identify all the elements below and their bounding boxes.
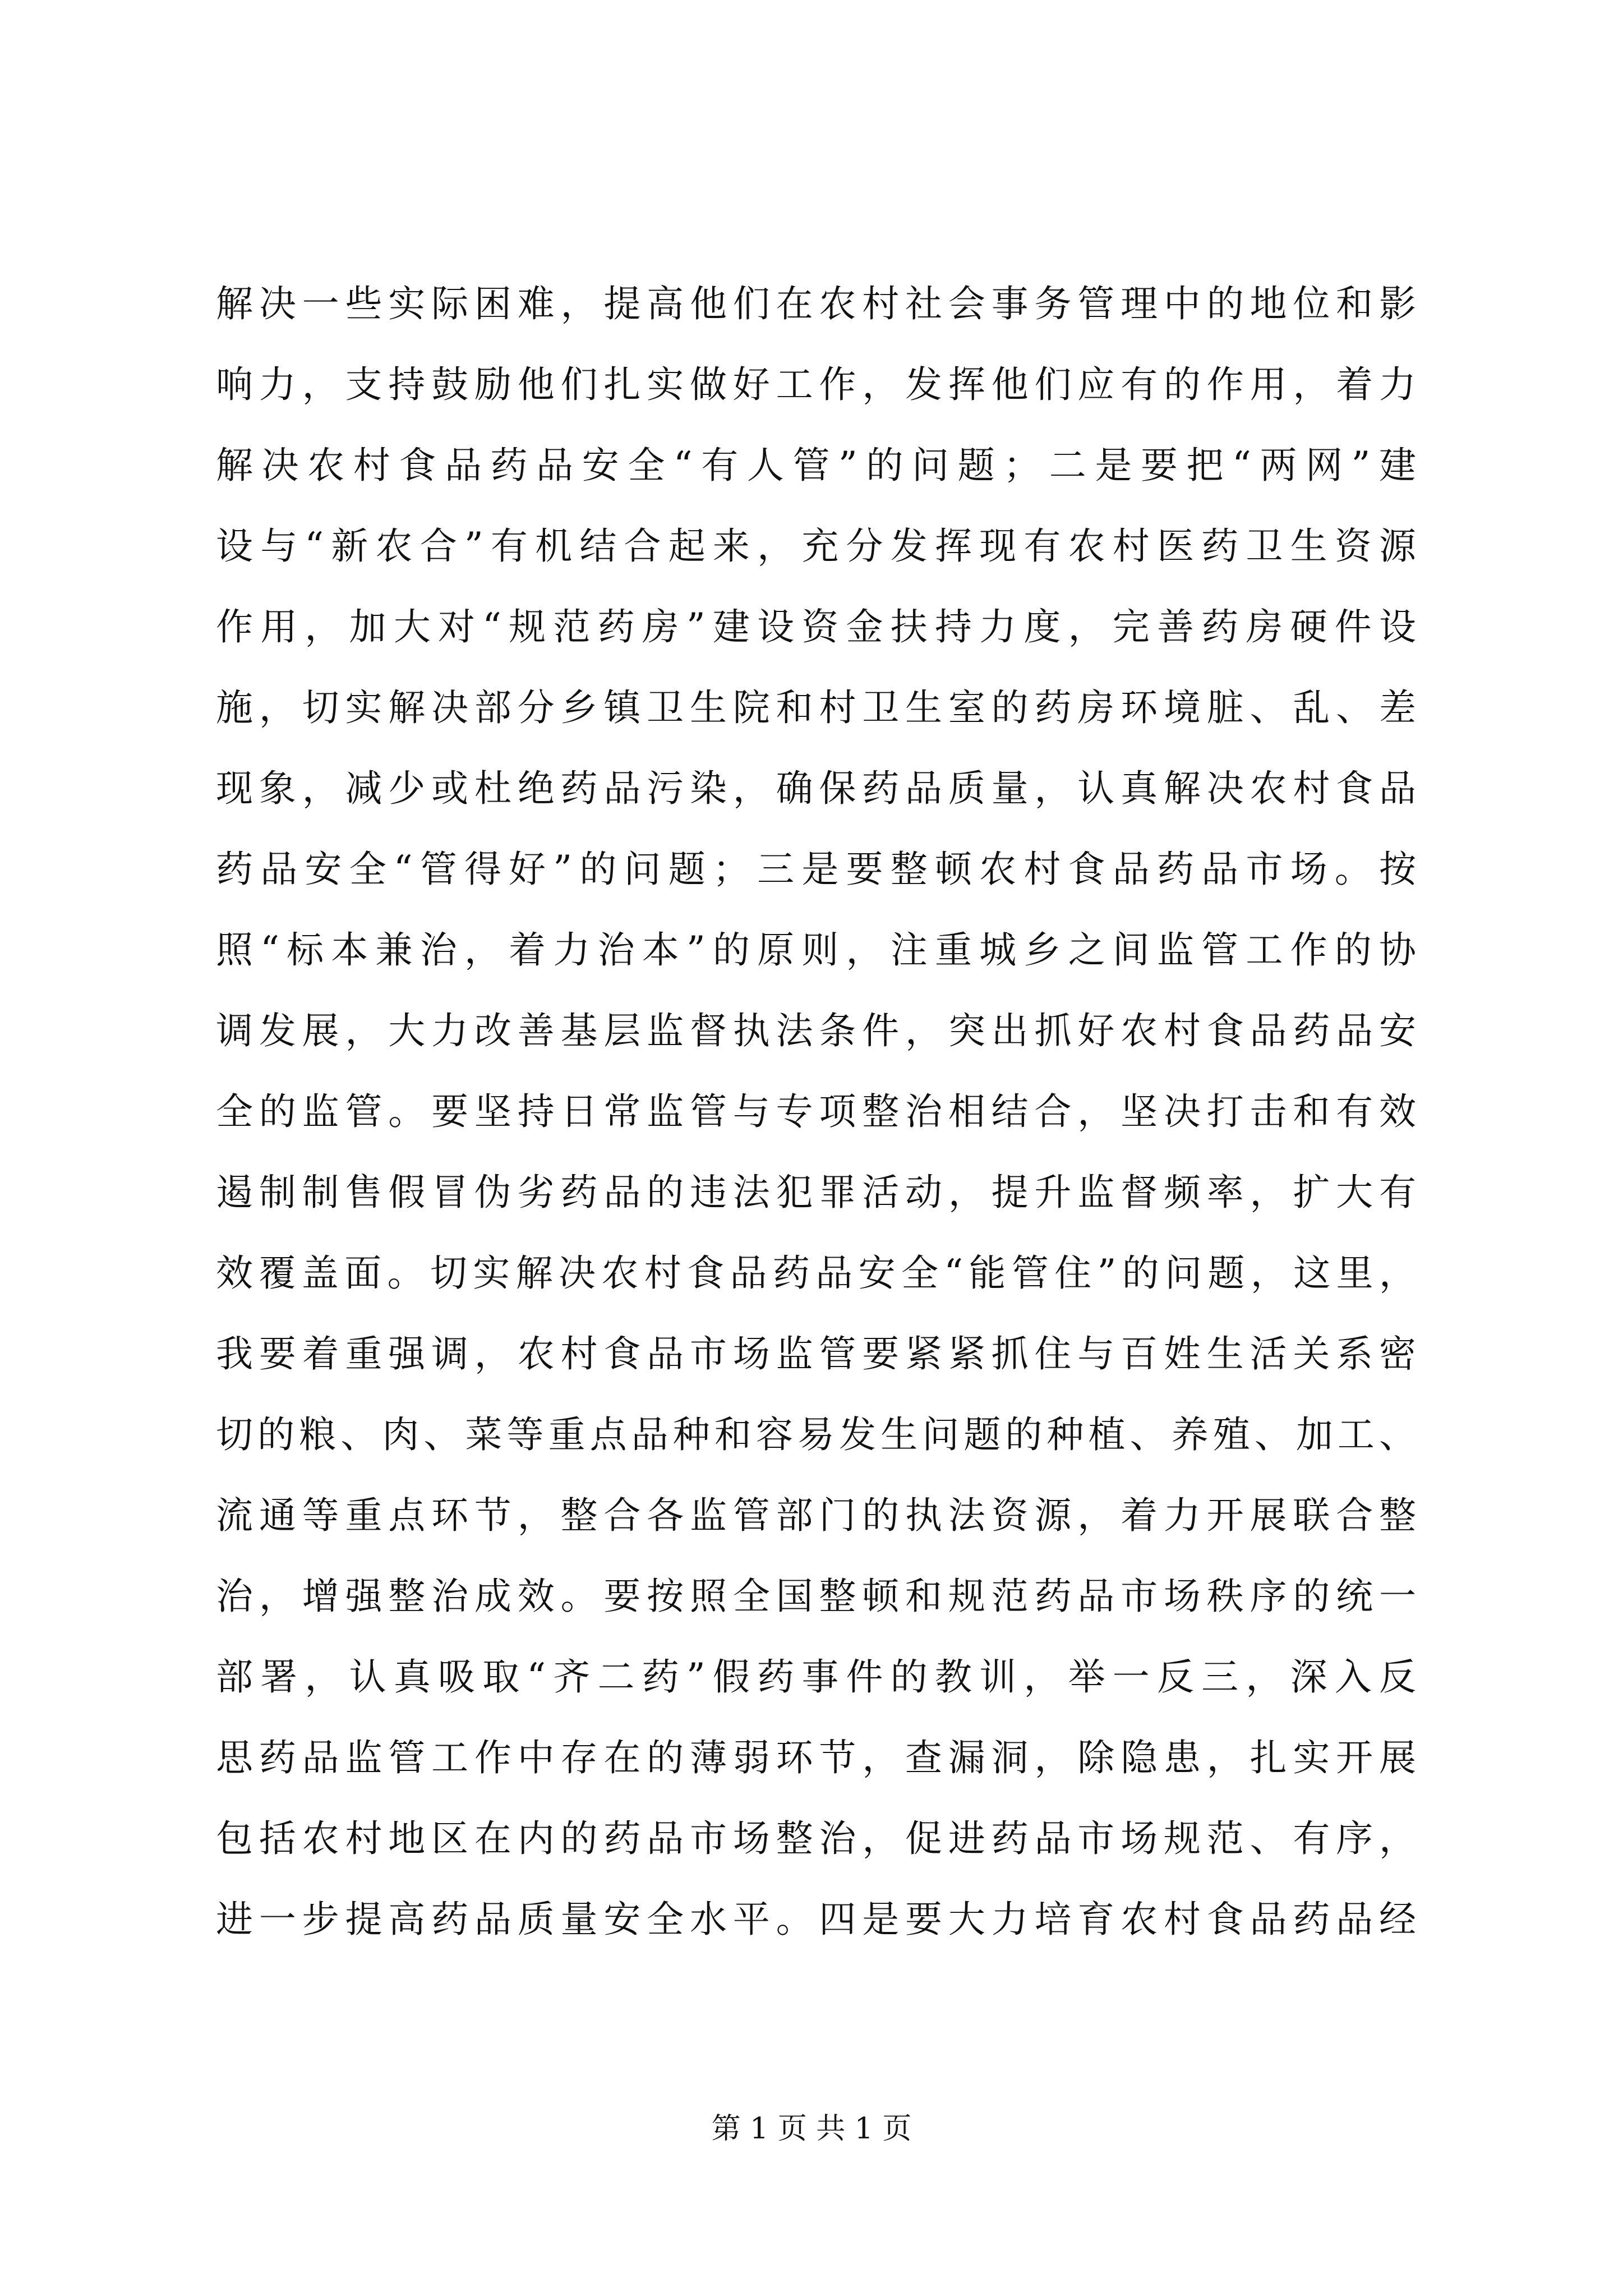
text-line: 包括农村地区在内的药品市场整治，促进药品市场规范、有序， [216,1817,1416,1860]
page-footer: 第 1 页 共 1 页 [711,2112,912,2146]
text-line: 设与“新农合”有机结合起来，充分发挥现有农村医药卫生资源 [216,524,1416,568]
body-text [216,264,1416,1960]
text-line: 我要着重强调，农村食品市场监管要紧紧抓住与百姓生活关系密 [216,1332,1416,1375]
text-line: 解决一些实际困难，提高他们在农村社会事务管理中的地位和影 [216,282,1416,325]
text-line: 治，增强整治成效。要按照全国整顿和规范药品市场秩序的统一 [216,1575,1416,1618]
text-line: 现象，减少或杜绝药品污染，确保药品质量，认真解决农村食品 [216,767,1416,810]
text-line: 全的监管。要坚持日常监管与专项整治相结合，坚决打击和有效 [216,1090,1416,1133]
text-line: 药品安全“管得好”的问题；三是要整顿农村食品药品市场。按 [216,848,1416,891]
text-line: 遏制制售假冒伪劣药品的违法犯罪活动，提升监督频率，扩大有 [216,1171,1416,1214]
text-line: 切的粮、肉、菜等重点品种和容易发生问题的种植、养殖、加工、 [216,1413,1416,1456]
text-line: 流通等重点环节，整合各监管部门的执法资源，着力开展联合整 [216,1494,1416,1537]
text-line: 作用，加大对“规范药房”建设资金扶持力度，完善药房硬件设 [216,605,1416,648]
text-line: 效覆盖面。切实解决农村食品药品安全“能管住”的问题，这里， [216,1251,1416,1295]
text-line: 照“标本兼治，着力治本”的原则，注重城乡之间监管工作的协 [216,928,1416,972]
text-line: 部署，认真吸取“齐二药”假药事件的教训，举一反三，深入反 [216,1655,1416,1699]
text-line: 调发展，大力改善基层监督执法条件，突出抓好农村食品药品安 [216,1009,1416,1052]
text-line: 解决农村食品药品安全“有人管”的问题；二是要把“两网”建 [216,444,1416,487]
text-line: 响力，支持鼓励他们扎实做好工作，发挥他们应有的作用，着力 [216,363,1416,406]
text-line: 进一步提高药品质量安全水平。四是要大力培育农村食品药品经 [216,1898,1416,1941]
text-line: 施，切实解决部分乡镇卫生院和村卫生室的药房环境脏、乱、差 [216,686,1416,729]
text-line: 思药品监管工作中存在的薄弱环节，查漏洞，除隐患，扎实开展 [216,1736,1416,1779]
